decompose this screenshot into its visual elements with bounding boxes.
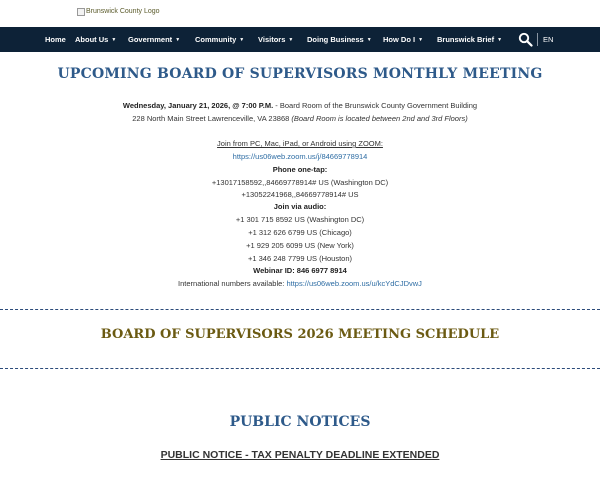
international-numbers-line	[0, 279, 600, 288]
section-divider	[0, 368, 600, 369]
nav-item-label: Government	[128, 35, 173, 44]
chevron-down-icon: ▼	[288, 36, 294, 43]
nav-item-doing-business[interactable]	[307, 27, 372, 52]
meeting-date: Wednesday, January 21, 2026, @ 7:00 P.M.	[122, 101, 274, 110]
zoom-link-line	[0, 152, 600, 161]
webinar-id: Webinar ID: 846 6977 8914	[253, 266, 347, 275]
zoom-meeting-link[interactable]: https://us06web.zoom.us/j/84669778914	[232, 152, 368, 161]
audio-number: +1 312 626 6799 US (Chicago)	[248, 228, 352, 237]
nav-item-label: How Do I	[383, 35, 416, 44]
chevron-down-icon: ▼	[497, 36, 503, 43]
audio-number: +1 301 715 8592 US (Washington DC)	[235, 215, 365, 224]
nav-item-home[interactable]	[45, 27, 66, 52]
meeting-title: UPCOMING BOARD OF SUPERVISORS MONTHLY MEETING	[57, 66, 543, 82]
section-divider	[0, 309, 600, 310]
nav-item-brunswick-brief[interactable]	[437, 27, 502, 52]
chevron-down-icon: ▼	[366, 36, 372, 43]
county-logo-link[interactable]	[77, 8, 160, 16]
audio-heading: Join via audio:	[273, 202, 327, 211]
audio-number: +1 346 248 7799 US (Houston)	[247, 254, 353, 263]
meeting-date-line	[0, 101, 600, 110]
chevron-down-icon: ▼	[175, 36, 181, 43]
nav-item-about-us[interactable]	[75, 27, 116, 52]
nav-item-community[interactable]	[195, 27, 244, 52]
nav-item-label: About Us	[75, 35, 109, 44]
chevron-down-icon: ▼	[418, 36, 424, 43]
main-navigation	[0, 27, 600, 52]
phone-tap-number: +13052241968,,84669778914# US	[241, 190, 359, 199]
nav-item-label: Community	[195, 35, 237, 44]
zoom-join-text: Join from PC, Mac, iPad, or Android using ZOOM:	[217, 139, 383, 148]
nav-item-how-do-i[interactable]	[383, 27, 423, 52]
public-notice-link[interactable]: PUBLIC NOTICE - TAX PENALTY DEADLINE EXTENDED	[160, 449, 440, 461]
chevron-down-icon: ▼	[111, 36, 117, 43]
nav-item-label: Brunswick Brief	[437, 35, 495, 44]
phone-tap-number: +13017158592,,84669778914# US (Washington DC)	[211, 178, 389, 187]
county-logo-alt-text: Brunswick County Logo	[86, 8, 160, 15]
international-label: International numbers available:	[178, 279, 287, 288]
header-logo-bar	[0, 0, 600, 27]
international-numbers-link[interactable]: https://us06web.zoom.us/u/kcYdCJDvwJ	[286, 279, 422, 288]
nav-item-label: Visitors	[258, 35, 286, 44]
meeting-room-note: (Board Room is located between 2nd and 3rd Floors)	[291, 114, 468, 123]
nav-item-visitors[interactable]	[258, 27, 293, 52]
schedule-title[interactable]: BOARD OF SUPERVISORS 2026 MEETING SCHEDULE	[100, 327, 500, 342]
chevron-down-icon: ▼	[239, 36, 245, 43]
phone-heading: Phone one-tap:	[272, 165, 328, 174]
public-notices-title: PUBLIC NOTICES	[229, 414, 371, 430]
audio-number: +1 929 205 6099 US (New York)	[246, 241, 354, 250]
broken-image-icon	[77, 8, 85, 16]
meeting-location: - Board Room of the Brunswick County Government Building	[273, 101, 478, 110]
language-selector[interactable]: EN	[543, 35, 554, 44]
nav-item-government[interactable]	[128, 27, 180, 52]
search-icon[interactable]	[518, 32, 533, 47]
meeting-address: 228 North Main Street Lawrenceville, VA 23868	[132, 114, 292, 123]
nav-item-label: Doing Business	[307, 35, 364, 44]
meeting-address-line	[0, 114, 600, 123]
nav-divider	[537, 33, 538, 46]
nav-item-label: Home	[45, 35, 66, 44]
